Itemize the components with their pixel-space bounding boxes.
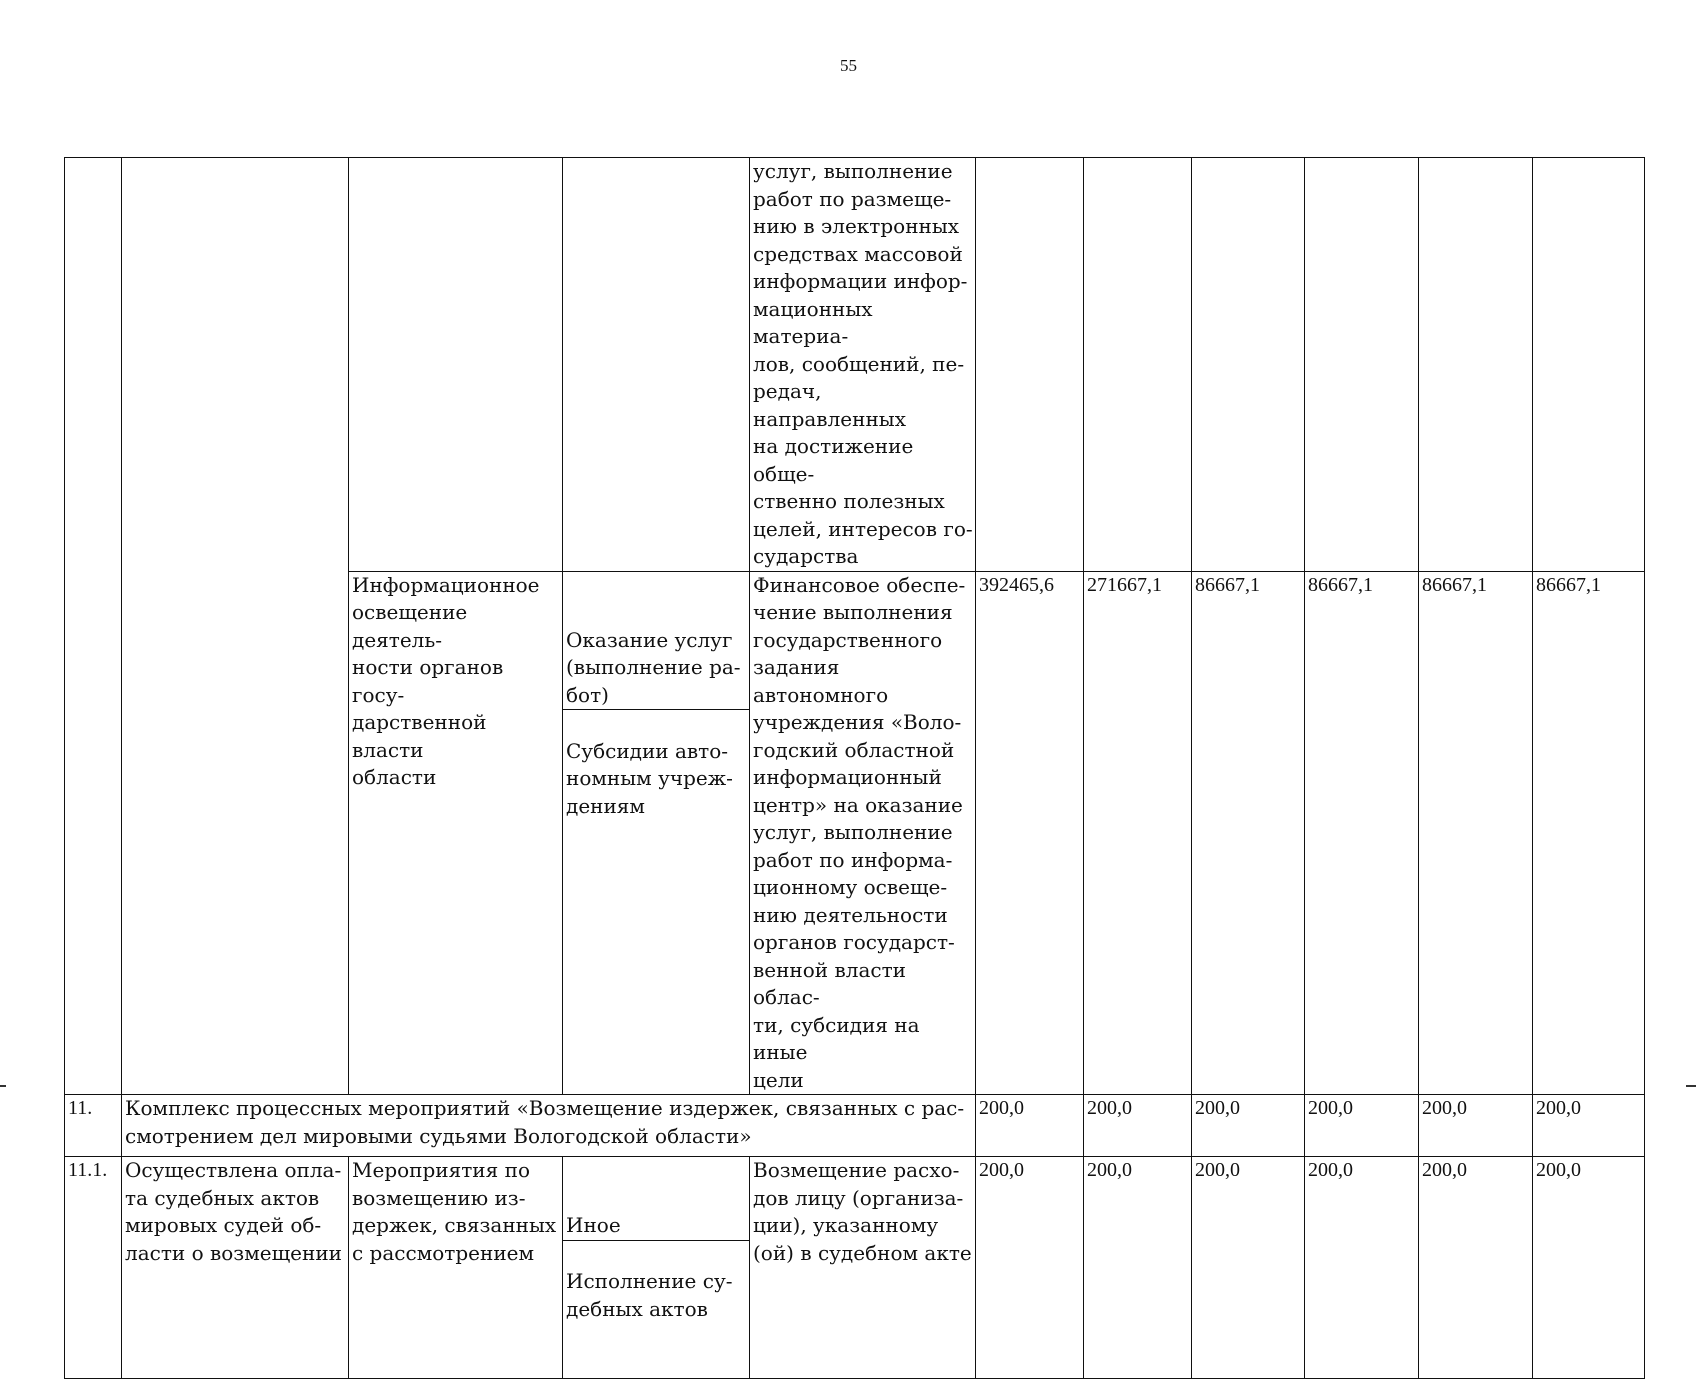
- scan-artifact-right: [1686, 1085, 1696, 1087]
- value-cell: [1419, 158, 1533, 572]
- type-bottom: Исполнение су- дебных актов: [566, 1269, 733, 1321]
- value-cell: 200,0: [1192, 1157, 1305, 1379]
- value-cell: 271667,1: [1084, 571, 1192, 1095]
- description-cell: услуг, выполнение работ по размеще- нию в электронных средствах массовой информации инфор- мационных материа- лов, сообщений, пе- редач, направленных на достижение обще- ственно полезных целей, интересов го- сударства: [750, 158, 976, 572]
- value-cell: 200,0: [1419, 1095, 1533, 1157]
- type-cell: [563, 571, 750, 1095]
- result-cell: Осуществлена опла- та судебных актов мировых судей об- ласти о возмещении: [122, 1157, 349, 1379]
- type-cell: [563, 158, 750, 572]
- value-cell: 86667,1: [1419, 571, 1533, 1095]
- value-cell: 200,0: [1192, 1095, 1305, 1157]
- row-number-cell: 11.: [65, 1095, 122, 1157]
- value-cell: [1533, 158, 1645, 572]
- event-cell: [349, 158, 563, 572]
- value-cell: 200,0: [976, 1157, 1084, 1379]
- description-cell: Возмещение расхо- дов лицу (организа- ции), указанному (ой) в судебном акте: [750, 1157, 976, 1379]
- type-cell: [563, 1157, 750, 1379]
- value-cell: 200,0: [1305, 1157, 1419, 1379]
- value-cell: 200,0: [1533, 1095, 1645, 1157]
- value-cell: [1305, 158, 1419, 572]
- value-cell: [976, 158, 1084, 572]
- table-row: [65, 158, 1645, 572]
- row-number-cell: 11.1.: [65, 1157, 122, 1379]
- scan-artifact-left: [0, 1085, 6, 1087]
- value-cell: [1084, 158, 1192, 572]
- result-cell: [122, 158, 349, 1095]
- section-title-cell: Комплекс процессных мероприятий «Возмещение издержек, связанных с рас- смотрением дел мировыми судьями Вологодской области»: [122, 1095, 976, 1157]
- value-cell: 200,0: [1084, 1157, 1192, 1379]
- table-row: [65, 1157, 1645, 1379]
- value-cell: 392465,6: [976, 571, 1084, 1095]
- value-cell: 86667,1: [1192, 571, 1305, 1095]
- table-row: [65, 1095, 1645, 1157]
- value-cell: 86667,1: [1305, 571, 1419, 1095]
- description-cell: Финансовое обеспе- чение выполнения государственного задания автономного учреждения «Воло- годский областной информационный центр» на оказание услуг, выполнение работ по информа- ционному освеще- нию деятельности органов государст- венной власти облас- ти, субсидия на иные цели: [750, 571, 976, 1095]
- row-number-cell: [65, 158, 122, 1095]
- event-cell: Мероприятия по возмещению из- держек, связанных с рассмотрением: [349, 1157, 563, 1379]
- event-cell: Информационное освещение деятель- ности органов госу- дарственной власти области: [349, 571, 563, 1095]
- value-cell: 86667,1: [1533, 571, 1645, 1095]
- type-bottom: Субсидии авто- номным учреж- дениям: [566, 738, 733, 818]
- page-number: 55: [840, 56, 857, 75]
- value-cell: 200,0: [1419, 1157, 1533, 1379]
- budget-table: [64, 157, 1645, 1379]
- value-cell: 200,0: [1533, 1157, 1645, 1379]
- value-cell: 200,0: [976, 1095, 1084, 1157]
- type-top: Иное: [563, 1212, 749, 1241]
- type-top: Оказание услуг (выполнение ра- бот): [563, 627, 749, 711]
- value-cell: 200,0: [1084, 1095, 1192, 1157]
- value-cell: [1192, 158, 1305, 572]
- value-cell: 200,0: [1305, 1095, 1419, 1157]
